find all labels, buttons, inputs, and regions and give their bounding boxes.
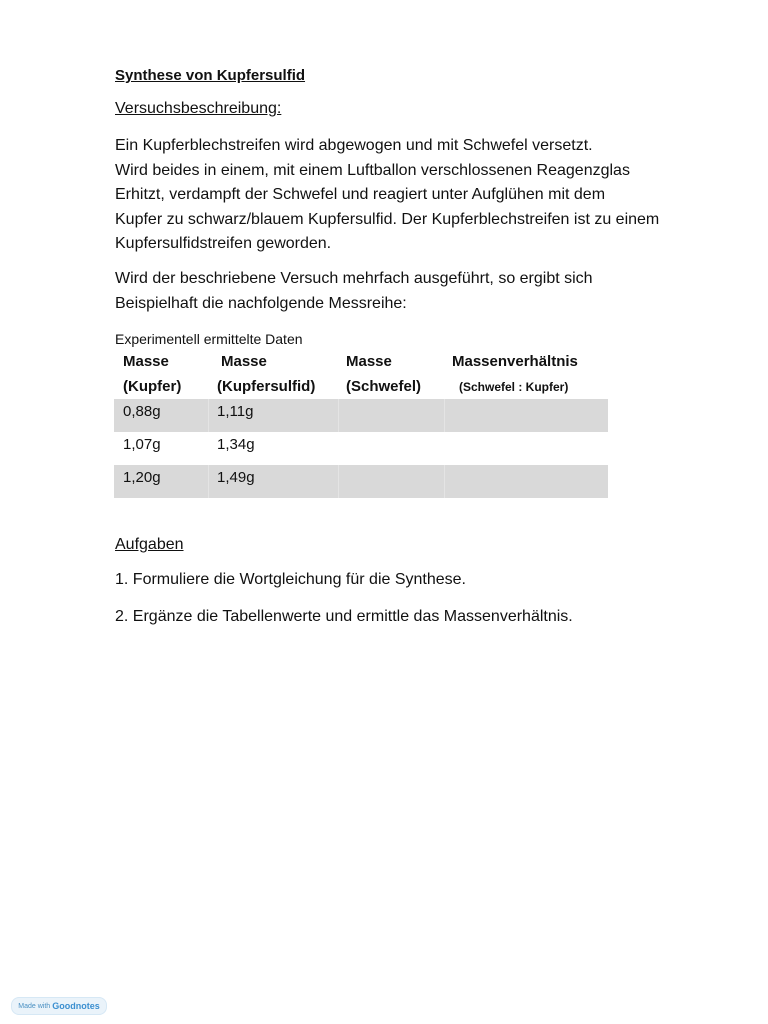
description-line: Wird beides in einem, mit einem Luftballon verschlossenen Reagenzglas <box>115 161 630 179</box>
intro-line: Wird der beschriebene Versuch mehrfach ausgeführt, so ergibt sich <box>115 270 593 287</box>
table-row <box>114 399 608 432</box>
description-paragraph <box>115 134 715 257</box>
badge-prefix: Made with <box>18 1002 51 1010</box>
table-caption: Experimentell ermittelte Daten <box>115 331 303 347</box>
description-line: Erhitzt, verdampft der Schwefel und reagiert unter Aufglühen mit dem <box>115 186 606 203</box>
data-table <box>114 349 608 498</box>
task-item: 2. Ergänze die Tabellenwerte und ermittle das Massenverhältnis. <box>115 608 573 625</box>
cell-mass-copper-sulfide: 1,34g <box>217 436 255 453</box>
description-line: Kupfersulfidstreifen geworden. <box>115 235 332 252</box>
header-mass-sulfur: Masse (Schwefel) <box>346 353 422 395</box>
tasks-heading: Aufgaben <box>115 536 184 553</box>
cell-mass-copper: 0,88g <box>123 403 161 420</box>
description-heading: Versuchsbeschreibung: <box>115 100 282 117</box>
description-line: Kupfer zu schwarz/blauem Kupfersulfid. Der Kupferblechstreifen ist zu einem <box>115 210 660 228</box>
task-item: 1. Formuliere die Wortgleichung für die Synthese. <box>115 571 466 588</box>
cell-mass-copper: 1,20g <box>123 469 161 486</box>
cell-mass-copper: 1,07g <box>123 436 161 453</box>
header-mass-copper: Masse (Kupfer) <box>123 353 182 395</box>
document-title: Synthese von Kupfersulfid <box>115 67 306 84</box>
table-row <box>114 465 608 498</box>
cell-mass-copper-sulfide: 1,11g <box>217 403 254 420</box>
cell-mass-copper-sulfide: 1,49g <box>217 469 255 486</box>
header-mass-copper-sulfide: Masse (Kupfersulfid) <box>217 353 316 395</box>
table-row <box>114 432 608 465</box>
table-header <box>114 349 608 399</box>
goodnotes-badge[interactable] <box>11 997 107 1015</box>
header-mass-ratio: Massenverhältnis (Schwefel : Kupfer) <box>452 353 578 394</box>
intro-paragraph <box>115 267 715 316</box>
description-line: Ein Kupferblechstreifen wird abgewogen und mit Schwefel versetzt. <box>115 137 593 154</box>
goodnotes-logo-text: Goodnotes <box>52 1001 100 1011</box>
intro-line: Beispielhaft die nachfolgende Messreihe: <box>115 294 407 312</box>
